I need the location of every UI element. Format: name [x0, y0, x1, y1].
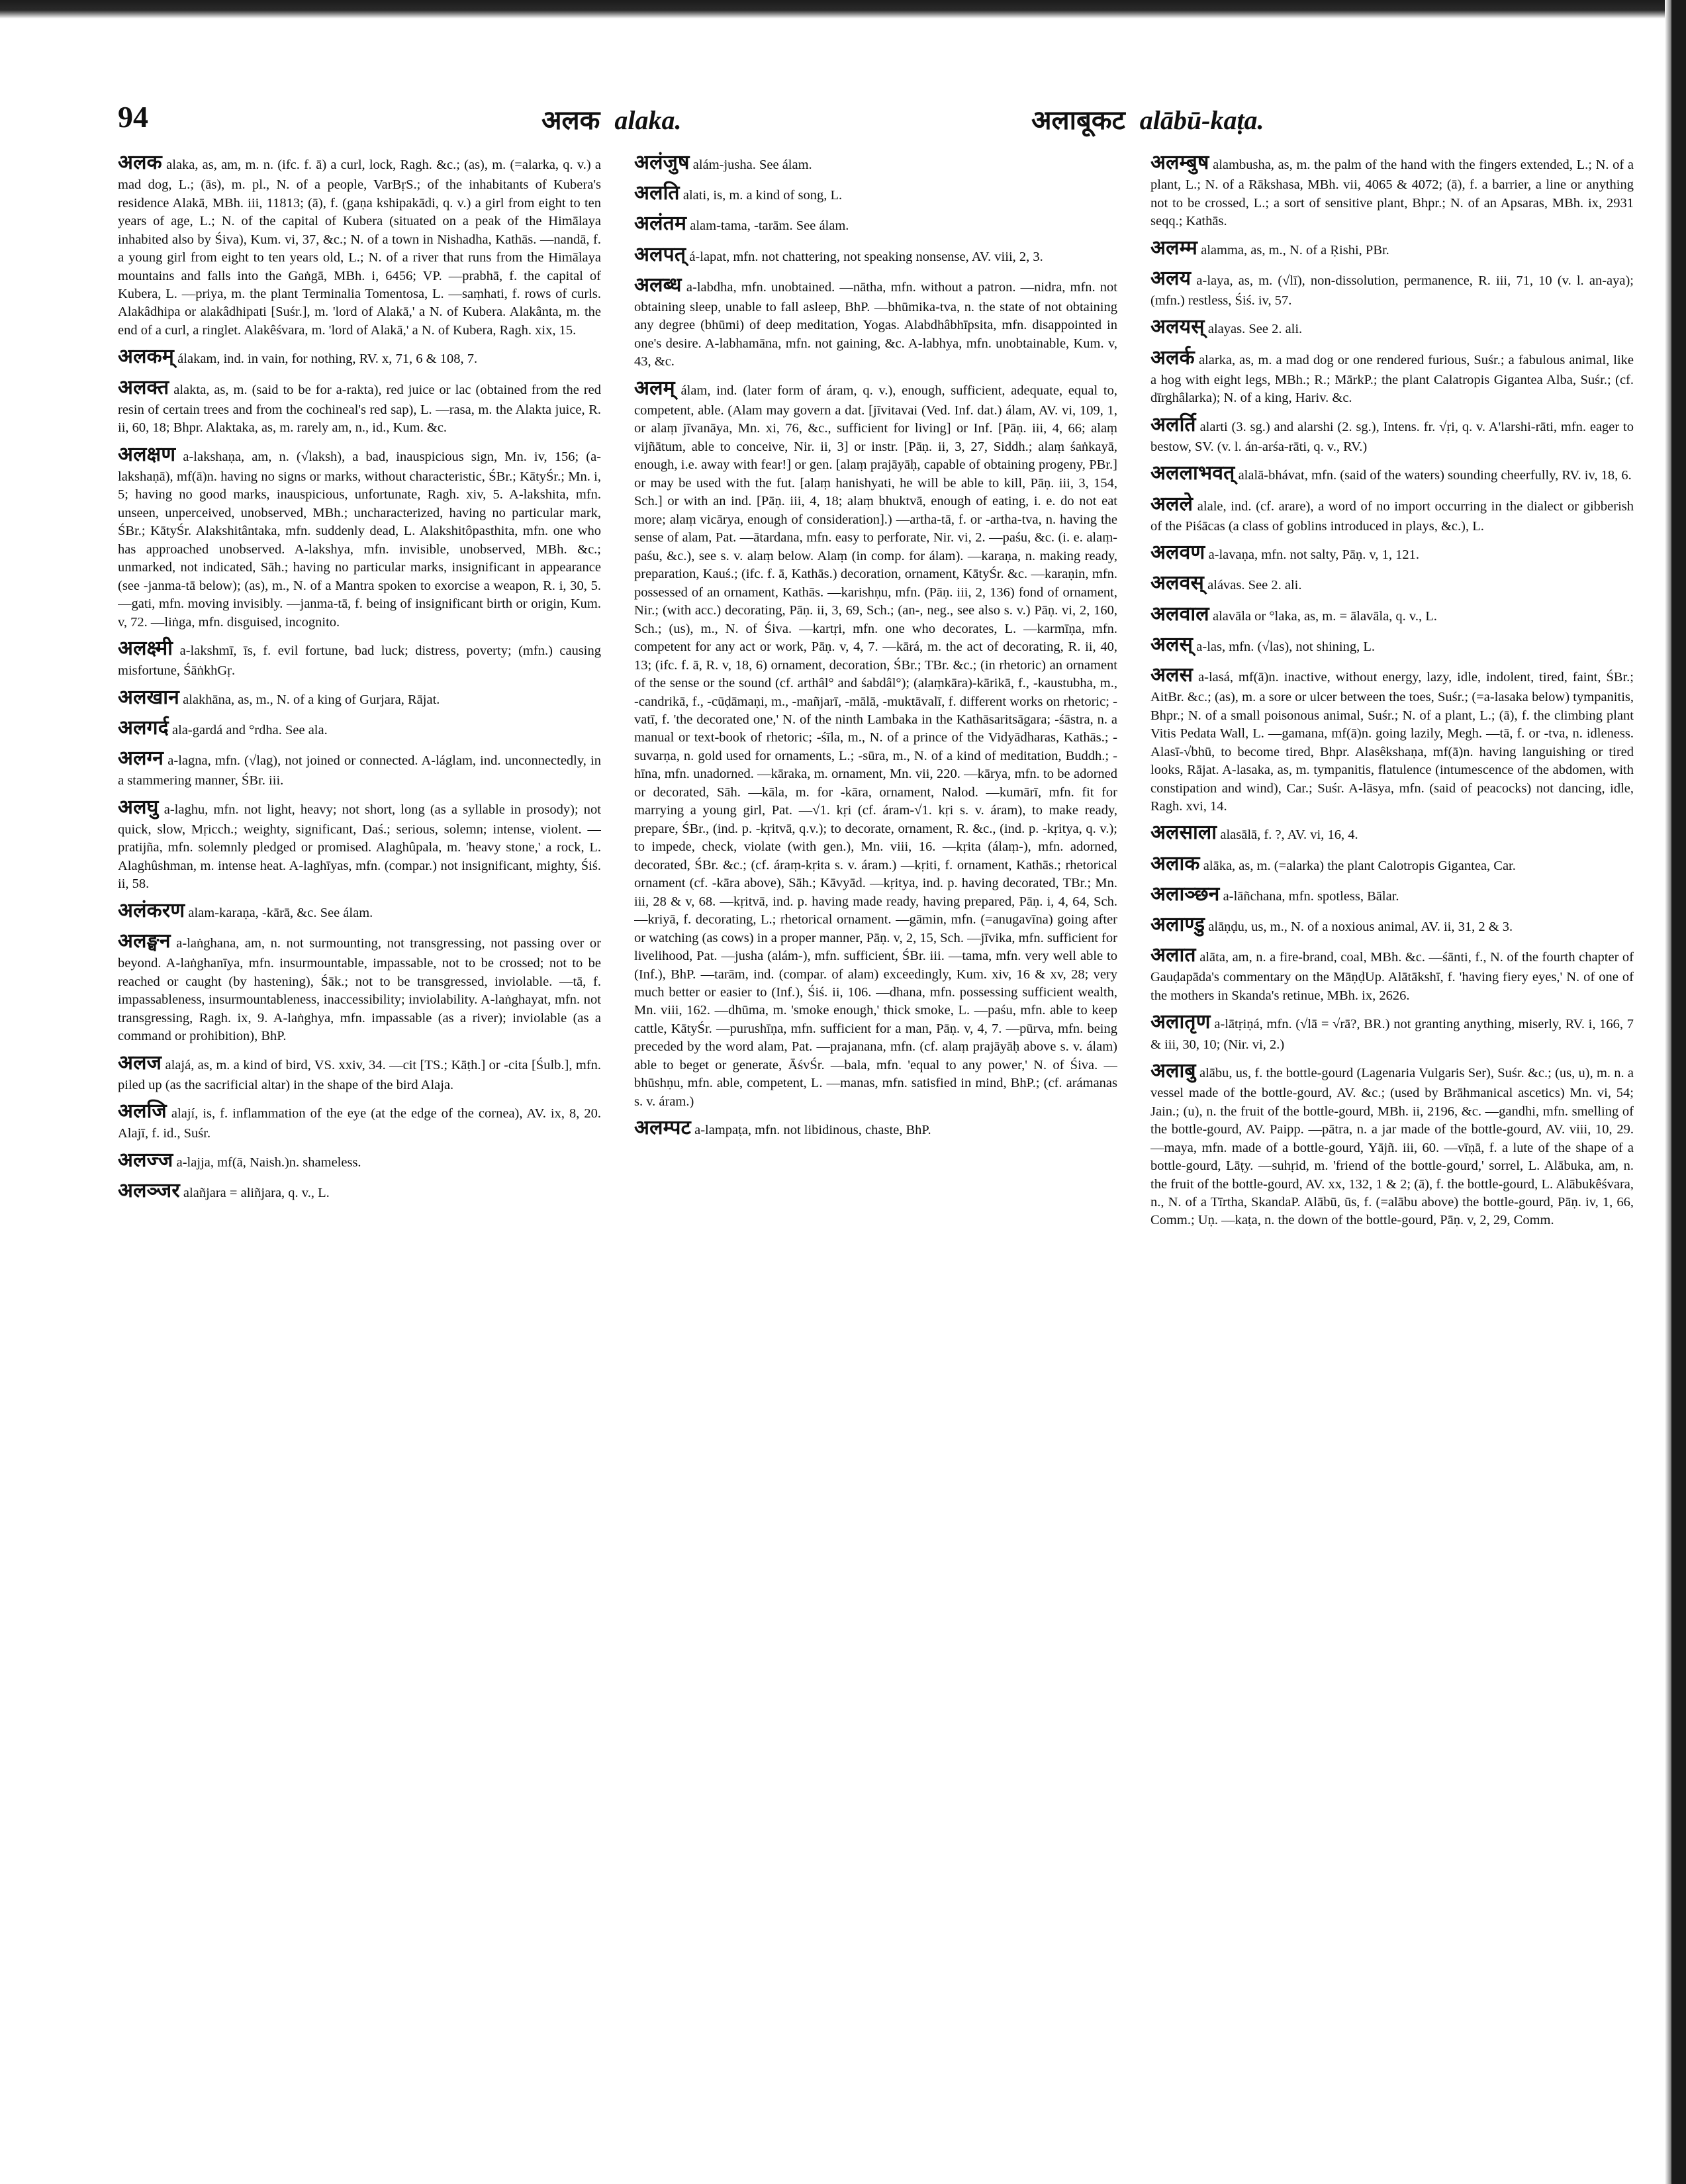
entry-definition: ala-gardá and °rdha. See ala.	[172, 722, 328, 737]
entry-headword: अलय	[1150, 267, 1192, 289]
right-guide-devanagari: अलाबूकट	[1031, 105, 1125, 135]
entry-headword: अलक	[118, 152, 162, 173]
right-guide-word	[1031, 101, 1264, 137]
entry-definition: alābu, us, f. the bottle-gourd (Lagenaria Vulgaris Ser), Suśr. &c.; (us, u), m. n. a vessel made of the bottle-gourd, AV. &c.; (used by Brāhmanical ascetics) Mn. vi, 54; Jain.; (u), n. the fruit of the bottle-gourd, MBh. ii, 2196, &c. —gandhi, mfn. smelling of the bottle-gourd, AV. Paipp. —pātra, n. a jar made of the bottle-gourd, AV. viii, 10, 29. —maya, mfn. made of a bottle-gourd, Yājñ. iii, 60. —vīṇā, f. a lute of the shape of a bottle-gourd, Lāṭy. —suhṛid, m. 'friend of the bottle-gourd,' sorrel, L. Alābuka, am, n. the fruit of the bottle-gourd, AV. xx, 132, 1 & 2; (ā), f. the bottle-gourd, L. Alābukêśvara, n., N. of a Tīrtha, SkandaP. Alābū, ūs, f. (=alābu above) the bottle-gourd, Pāṇ. iv, 1, 66, Comm.; Uṇ. —kaṭa, n. the down of the bottle-gourd, Pāṇ. v, 2, 29, Comm.	[1150, 1066, 1634, 1228]
entry-headword: अलर्ति	[1150, 413, 1196, 436]
dictionary-entry	[634, 242, 1117, 268]
entry-definition: alam-tama, -tarām. See álam.	[690, 218, 849, 234]
entry-definition: alajá, as, m. a kind of bird, VS. xxiv, 34. —cit [TS.; Kāṭh.] or -cita [Śulb.], mfn. piled up (as the sacrificial altar) in the shape of the bird Alaja.	[118, 1057, 601, 1092]
entry-definition: á-lapat, mfn. not chattering, not speaking nonsense, AV. viii, 2, 3.	[689, 249, 1043, 264]
dictionary-entry	[1150, 601, 1634, 628]
dictionary-entry	[118, 898, 601, 924]
dictionary-entry	[118, 1147, 601, 1174]
entry-headword: अलाञ्छन	[1150, 882, 1220, 905]
entry-headword: अलस	[1150, 664, 1194, 686]
dictionary-entry	[118, 928, 601, 1046]
dictionary-entry	[118, 1050, 601, 1095]
dictionary-entry	[1150, 265, 1634, 310]
running-header	[118, 99, 1634, 139]
entry-definition: alāka, as, m. (=alarka) the plant Calotropis Gigantea, Car.	[1203, 858, 1516, 873]
entry-headword: अलगर्द	[118, 716, 169, 739]
entry-definition: alāta, am, n. a fire-brand, coal, MBh. &c. —śānti, f., N. of the fourth chapter of Gauḍapāda's commentary on the MāṇḍUp. Alātākshī, f. 'having fiery eyes,' N. of one of the mothers in Skanda's retinue, MBh. ix, 2626.	[1150, 950, 1634, 1003]
entry-headword: अलज	[118, 1051, 162, 1074]
entry-headword: अलञ्जर	[118, 1180, 180, 1202]
right-guide-roman: alābū-kaṭa.	[1139, 105, 1264, 135]
entry-headword: अलंतम	[634, 213, 687, 235]
entry-definition: alayas. See 2. ali.	[1207, 322, 1303, 337]
column-left	[118, 146, 601, 2118]
entry-definition: álam, ind. (later form of áram, q. v.), enough, sufficient, adequate, equal to, competent, able. (Alam may govern a dat. [jīvitavai (Ved. Inf. dat.) álam, AV. vi, 109, 1, or alaṃ jīvanāya, Mn. xi, 76, &c., sufficient for living] or Inf. [Pāṇ. iii, 4, 66; alaṃ vijñātum, able to conceive, Nir. ii, 3] or instr. [Pāṇ. ii, 3, 27, Siddh.; alaṃ śaṅkayā, enough, i.e. away with fear!] or gen. [alaṃ prajāyāḥ, capable of obtaining progeny, PBr.] or may be used with the fut. [alaṃ hanishyati, he will be able to kill, Pāṇ. iii, 3, 154, Sch.] or with an ind. [Pāṇ. iii, 4, 18; alaṃ bhuktvā, enough of eating, i. e. do not eat more; alaṃ vicārya, enough of consideration].) —artha-tā, f. or -artha-tva, n. having the sense of alam, Pat. —ātardana, mfn. easy to perforate, Nir. vi, 2. —paśu, &c. (i. e. alaṃ-paśu, &c.), see s. v. alaṃ below. Alaṃ (in comp. for álam). —karaṇa, n. making ready, preparation, Kauś.; (ifc. f. ā, Kathās.) decoration, ornament, KātyŚr. &c. —karaṇin, mfn. possessed of an ornament, Kathās. —karishṇu, mfn. (Pāṇ. iii, 2, 136) fond of ornament, Nir.; (with acc.) decorating, Pāṇ. ii, 3, 69, Sch.; (an-, neg., see also s. v.) Pāṇ. vi, 2, 160, Sch.; (us), m., N. of Śiva. —kartṛi, mfn. one who decorates, L. —karmīṇa, mfn. competent for any act or work, Pāṇ. v, 4, 7. —kārá, m. the act of decorating, R. ii, 40, 13; (ifc. f. ā, R. v, 18, 6) ornament, decoration, ŚBr.; TBr. &c.; (in rhetoric) an ornament of the sense or the sound (cf. arthâl° and śabdâl°); (alaṃkāra)-kārikā, f., -kaustubha, m., -candrikā, f., -cūḍāmaṇi, m., -mañjarī, -mālā, -muktāvalī, f. different works on rhetoric; -vatī, f. 'the decorated one,' N. of the ninth Lambaka in the Kathāsaritsāgara; -śāstra, n. a manual or text-book of rhetoric; -śīla, m., N. of a prince of the Vidyādharas, Kathās.; -suvarṇa, n. gold used for ornaments, L.; -sūra, m., N. of a kind of meditation, Buddh.; -hīna, mfn. unadorned. —kāraka, m. ornament, Mn. vii, 220. —kārya, mfn. to be adorned or decorated, Sāh. —kāla, m. for -kāra, ornament, Nalod. —kumārī, mfn. fit for marrying a young girl, Pat. —√1. kṛi (cf. áram-√1. kṛi s. v. áram), to make ready, prepare, ŚBr., (ind. p. -kṛitvā, q.v.); to decorate, ornament, R. &c., (ind. p. -kṛitya, q. v.); to impede, check, violate (with gen.), Mn. viii, 16. —kṛita (álaṃ-), mfn. adorned, decorated, ŚBr. &c.; (cf. áraṃ-kṛita s. v. áram.) —kṛiti, f. ornament, Kathās.; rhetorical ornament (cf. -kāra above), Sāh.; Kāvyād. —kṛitya, ind. p. having decorated, TBr.; Mn. iii, 28 & v, 68. —kṛitvā, ind. p. having made ready, having prepared, Pāṇ. i, 4, 64, Sch. —kriyā, f. decorating, L.; rhetorical ornament. —gāmin, mfn. (=anugavīna) going after or watching (as cows) in a proper manner, Pāṇ. v, 2, 15, Sch. —jīvika, mfn. sufficient for livelihood, Pat. —jusha (alám-), mfn. sufficient, ŚBr. iii. —tama, mfn. very well able to (Inf.), BhP. —tarām, ind. (compar. of alam) exceedingly, Kum. xiv, 16 & xv, 28; very much better or easier to (Inf.), Śiś. ii, 106. —dhana, mfn. possessing sufficient wealth, Mn. viii, 162. —dhūma, m. 'smoke enough,' thick smoke, L. —paśu, mfn. able to keep cattle, KātyŚr. —purushīṇa, mfn. sufficient for a man, Pāṇ. v, 4, 7. —pūrva, mfn. being preceded by the word alam, Pat. —prajanana, mfn. (cf. alaṃ prajāyāḥ above s. v. álam) able to beget or generate, ĀśvŚr. —bala, mfn. 'equal to any power,' N. of Śiva. —bhūshṇu, mfn. able, competent, L. —manas, mfn. satisfied in mind, BhP.; (cf. arámanas s. v. áram.)	[634, 383, 1117, 1109]
entry-headword: अलातृण	[1150, 1011, 1211, 1033]
entry-definition: a-laṅghana, am, n. not surmounting, not transgressing, not passing over or beyond. A-laṅghanīya, mfn. insurmountable, impassable, not to be crossed; not to be reached or caught (by hastening), Śāk.; not to be transgressed, inviolable. —tā, f. impassableness, insurmountableness, inaccessibility; inviolability. A-laṅghayat, mfn. not transgressing, Ragh. ix, 9. A-laṅghya, mfn. impassable (as a river); inviolable (as a command or prohibition), BhP.	[118, 936, 601, 1044]
dictionary-entry	[1150, 314, 1634, 340]
entry-definition: a-lakshmī, īs, f. evil fortune, bad luck; distress, poverty; (mfn.) causing misfortune, ŚāṅkhGṛ.	[118, 643, 601, 679]
dictionary-page	[118, 99, 1634, 2138]
dictionary-entry	[118, 794, 601, 894]
entry-definition: a-lasá, mf(ā)n. inactive, without energy, lazy, idle, indolent, tired, faint, ŚBr.; AitBr. &c.; (as), m. a sore or ulcer between the toes, Suśr.; (=a-lasaka below) tympanitis, Bhpr.; N. of a small poisonous animal, Suśr.; N. of a plant, L.; (ā), f. the climbing plant Vitis Pedata Wall, L. —gamana, mf(ā)n. going lazily, Megh. —tā, f. or -tva, n. idleness. Alasī-√bhū, to become tired, Bhpr. Alasêkshaṇa, mf(ā)n. having languishing or tired looks, Rājat. A-lasaka, as, m. tympanitis, flatulence (intumescence of the abdomen, with constipation and wind), Car.; Suśr. A-lāsya, mfn. (said of peacocks) not dancing, idle, Ragh. xvi, 14.	[1150, 670, 1634, 814]
left-guide-devanagari: अलक	[541, 105, 600, 135]
entry-definition: a-lajja, mf(ā, Naish.)n. shameless.	[176, 1155, 361, 1170]
entry-headword: अलक्ष्मी	[118, 638, 173, 660]
entry-definition: a-labdha, mfn. unobtained. —nātha, mfn. without a patron. —nidra, mfn. not obtaining sleep, unable to fall asleep, BhP. —bhūmika-tva, n. the state of not obtaining any degree (bhūmi) of deep meditation, Yogas. Alabdhâbhīpsita, mfn. disappointed in one's desire. A-labhamāna, mfn. not gaining, &c. A-labhya, mfn. unobtainable, Kum. v, 43, &c.	[634, 279, 1117, 369]
entry-headword: अलाक	[1150, 852, 1200, 875]
dictionary-entry	[1150, 942, 1634, 1005]
entry-headword: अलम्बुष	[1150, 152, 1209, 173]
dictionary-entry	[118, 745, 601, 790]
entry-headword: अललाभवत्	[1150, 462, 1235, 485]
entry-headword: अलर्क	[1150, 346, 1195, 369]
entry-definition: alamma, as, m., N. of a Ṛishi, PBr.	[1201, 242, 1389, 258]
entry-definition: alaka, as, am, m. n. (ifc. f. ā) a curl, lock, Ragh. &c.; (as), m. (=alarka, q. v.) a mad dog, L.; (ās), m. pl., N. of a people, VarBṛS.; of the inhabitants of Kubera's residence Alakā, MBh. iii, 11813; (ā), f. (gaṇa kshipakādi, q. v.) a girl from eight to ten years of age, L.; N. of the capital of Kubera (situated on a peak of the Himālaya inhabited also by Śiva), Kum. vi, 37, &c.; N. of a town in Nishadha, Kathās. —nandā, f. a young girl from eight to ten years old, L.; N. of a river that runs from the Himālaya mountains and falls into the Gaṅgā, MBh. i, 6456; VP. —prabhā, f. the capital of Kubera, L. —priya, m. the plant Terminalia Tomentosa, L. —saṃhati, f. rows of curls. Alakâdhipa or alakâdhipati [Suśr.], m. 'lord of Alakā,' a N. of Kubera. Alakânta, m. the end of a curl, a ringlet. Alakêśvara, m. 'lord of Alakā,' a N. of Kubera, Ragh. xix, 15.	[118, 158, 601, 338]
entry-definition: alavāla or °laka, as, m. = ālavāla, q. v., L.	[1212, 608, 1437, 624]
entry-definition: alāṇḍu, us, m., N. of a noxious animal, AV. ii, 31, 2 & 3.	[1208, 920, 1513, 935]
entry-headword: अलसाला	[1150, 822, 1217, 844]
entry-columns	[118, 146, 1634, 2118]
dictionary-entry	[118, 375, 601, 438]
entry-definition: a-lātṛiṇá, mfn. (√lā = √rā?, BR.) not granting anything, miserly, RV. i, 166, 7 & iii, 30, 10; (Nir. vi, 2.)	[1150, 1017, 1634, 1052]
entry-definition: a-laya, as, m. (√lī), non-dissolution, permanence, R. iii, 71, 10 (v. l. an-aya); (mfn.) restless, Śiś. iv, 57.	[1150, 273, 1634, 308]
entry-definition: a-lāñchana, mfn. spotless, Bālar.	[1223, 888, 1399, 904]
dictionary-entry	[634, 150, 1117, 176]
entry-definition: alam-karaṇa, -kārā, &c. See álam.	[188, 905, 373, 920]
dictionary-entry	[1150, 662, 1634, 816]
dictionary-entry	[118, 685, 601, 711]
dictionary-entry	[118, 442, 601, 632]
entry-headword: अलवाल	[1150, 602, 1209, 625]
entry-definition: a-laghu, mfn. not light, heavy; not short, long (as a syllable in prosody); not quick, slow, Mṛicch.; weighty, significant, Daś.; serious, solemn; intense, violent. —pratijña, mfn. solemnly pledged or promised. Alaghûpala, m. 'heavy stone,' a rock, L. Alaghûshman, m. intense heat. A-laghīyas, mfn. (compar.) not insignificant, mighty, Śiś. ii, 58.	[118, 802, 601, 892]
entry-headword: अलघु	[118, 796, 159, 818]
left-guide-word	[541, 101, 682, 137]
entry-definition: alale, ind. (cf. arare), a word of no import occurring in the dialect or gibberish of the Piśācas (a class of goblins introduced in plays, &c.), L.	[1150, 499, 1634, 534]
dictionary-entry	[1150, 345, 1634, 408]
entry-headword: अलम्	[634, 377, 675, 399]
entry-headword: अलयस्	[1150, 316, 1205, 338]
dictionary-entry	[1150, 150, 1634, 231]
entry-headword: अलात	[1150, 944, 1196, 967]
dictionary-entry	[1150, 235, 1634, 261]
entry-headword: अलपत्	[634, 243, 686, 265]
dictionary-entry	[1150, 412, 1634, 457]
dictionary-entry	[1150, 881, 1634, 908]
entry-headword: अलखान	[118, 686, 180, 708]
dictionary-entry	[1150, 570, 1634, 596]
entry-definition: alañjara = aliñjara, q. v., L.	[183, 1186, 330, 1201]
dictionary-entry	[1150, 1058, 1634, 1230]
dictionary-entry	[1150, 540, 1634, 566]
dictionary-entry	[118, 715, 601, 741]
entry-headword: अलंजुष	[634, 152, 690, 173]
dictionary-entry	[118, 150, 601, 340]
entry-definition: alám-jusha. See álam.	[692, 158, 812, 172]
entry-definition: alarti (3. sg.) and alarshi (2. sg.), Intens. fr. √ṛi, q. v. A'larshi-rāti, mfn. eager to bestow, SV. (v. l. án-arśa-rāti, q. v., RV.)	[1150, 419, 1634, 454]
entry-headword: अलाण्डु	[1150, 914, 1205, 936]
entry-definition: a-lavaṇa, mfn. not salty, Pāṇ. v, 1, 121.	[1208, 547, 1420, 563]
entry-headword: अलाबु	[1150, 1060, 1196, 1082]
dictionary-entry	[1150, 632, 1634, 658]
dictionary-entry	[118, 344, 601, 370]
entry-definition: alarka, as, m. a mad dog or one rendered furious, Suśr.; a fabulous animal, like a hog with eight legs, MBh.; R.; MārkP.; the plant Calatropis Gigantea Alba, Suśr.; (cf. dīrghâlarka); N. of a king, Hariv. &c.	[1150, 352, 1634, 406]
entry-definition: a-lagna, mfn. (√lag), not joined or connected. A-láglam, ind. unconnectedly, in a stammering manner, ŚBr. iii.	[118, 753, 601, 788]
entry-definition: alakhāna, as, m., N. of a king of Gurjara, Rājat.	[183, 692, 440, 707]
entry-definition: alambusha, as, m. the palm of the hand with the fingers extended, L.; N. of a plant, L.; N. of a Rākshasa, MBh. vii, 4065 & 4072; (ā), f. a barrier, a line or anything not to be crossed, L.; a sort of sensitive plant, Bhpr.; N. of an Apsaras, MBh. ix, 2931 seqq.; Kathās.	[1150, 158, 1634, 229]
dictionary-entry	[1150, 912, 1634, 938]
entry-definition: alasālā, f. ?, AV. vi, 16, 4.	[1220, 828, 1358, 843]
entry-headword: अलक्त	[118, 376, 169, 399]
dictionary-entry	[1150, 820, 1634, 846]
dictionary-entry	[634, 211, 1117, 237]
dictionary-entry	[634, 1115, 1117, 1141]
entry-definition: alají, is, f. inflammation of the eye (at the edge of the cornea), AV. ix, 8, 20. Alajī, f. id., Suśr.	[118, 1106, 601, 1141]
entry-headword: अलकम्	[118, 346, 175, 368]
entry-headword: अलवण	[1150, 542, 1205, 564]
entry-headword: अलग्न	[118, 747, 164, 770]
entry-definition: alalā-bhávat, mfn. (said of the waters) sounding cheerfully, RV. iv, 18, 6.	[1238, 468, 1632, 483]
dictionary-entry	[118, 1098, 601, 1143]
dictionary-entry	[1150, 851, 1634, 877]
column-middle	[634, 146, 1117, 2118]
page-number: 94	[118, 100, 148, 134]
dictionary-entry	[118, 1178, 601, 1204]
column-right	[1150, 146, 1634, 2118]
dictionary-entry	[634, 272, 1117, 371]
dictionary-entry	[118, 636, 601, 681]
entry-headword: अलम्म	[1150, 236, 1197, 259]
entry-headword: अलब्ध	[634, 273, 682, 296]
left-guide-roman: alaka.	[614, 105, 682, 135]
entry-headword: अलवस्	[1150, 572, 1205, 594]
entry-headword: अलजि	[118, 1100, 167, 1123]
entry-definition: a-lakshaṇa, am, n. (√laksh), a bad, inauspicious sign, Mn. iv, 156; (a-lakshaṇā), mf(ā)n. having no signs or marks, without characteristic, ŚBr.; KātyŚr.; Mn. i, 5; having no good marks, inauspicious, unfortunate, Ragh. xiv, 5. A-lakshita, mfn. unseen, unperceived, unobserved, MBh.; uncharacterized, having no particular mark, ŚBr.; KātyŚr. Alakshitântaka, mfn. suddenly dead, L. Alakshitôpasthita, mfn. one who has approached unobserved. A-lakshya, mfn. invisible, unobserved, MBh. &c.; unmarked, not indicated, Sāh.; having no particular marks, insignificant in appearance (see -janma-tā below); (as), m., N. of a Mantra spoken to exorcise a weapon, R. i, 30, 5. —gati, mfn. moving invisibly. —janma-tā, f. being of insignificant birth or origin, Kum. v, 72. —liṅga, mfn. disguised, incognito.	[118, 449, 601, 630]
scan-right-edge	[1671, 0, 1686, 2184]
entry-definition: álakam, ind. in vain, for nothing, RV. x, 71, 6 & 108, 7.	[177, 352, 478, 367]
entry-headword: अलस्	[1150, 633, 1194, 655]
entry-headword: अलले	[1150, 493, 1194, 515]
dictionary-entry	[1150, 460, 1634, 487]
entry-definition: alakta, as, m. (said to be for a-rakta), red juice or lac (obtained from the red resin of certain trees and from the cochineal's red sap), L. —rasa, m. the Alakta juice, R. ii, 60, 18; Bhpr. Alaktaka, as, m. rarely am, n., id., Kum. &c.	[118, 382, 601, 436]
entry-headword: अलंकरण	[118, 899, 185, 922]
entry-definition: a-lampaṭa, mfn. not libidinous, chaste, BhP.	[694, 1123, 931, 1138]
entry-definition: alávas. See 2. ali.	[1207, 578, 1302, 593]
dictionary-entry	[1150, 1009, 1634, 1054]
entry-headword: अलम्पट	[634, 1117, 691, 1139]
scan-top-edge	[0, 0, 1686, 19]
entry-headword: अलति	[634, 182, 680, 205]
dictionary-entry	[634, 375, 1117, 1111]
dictionary-entry	[634, 180, 1117, 207]
scan-binding-shadow	[1665, 0, 1671, 2184]
entry-headword: अलक्षण	[118, 443, 176, 465]
entry-headword: अलङ्घन	[118, 930, 171, 953]
entry-headword: अलज्ज	[118, 1149, 173, 1171]
entry-definition: a-las, mfn. (√las), not shining, L.	[1196, 639, 1375, 654]
dictionary-entry	[1150, 491, 1634, 536]
entry-definition: alati, is, m. a kind of song, L.	[682, 188, 843, 203]
